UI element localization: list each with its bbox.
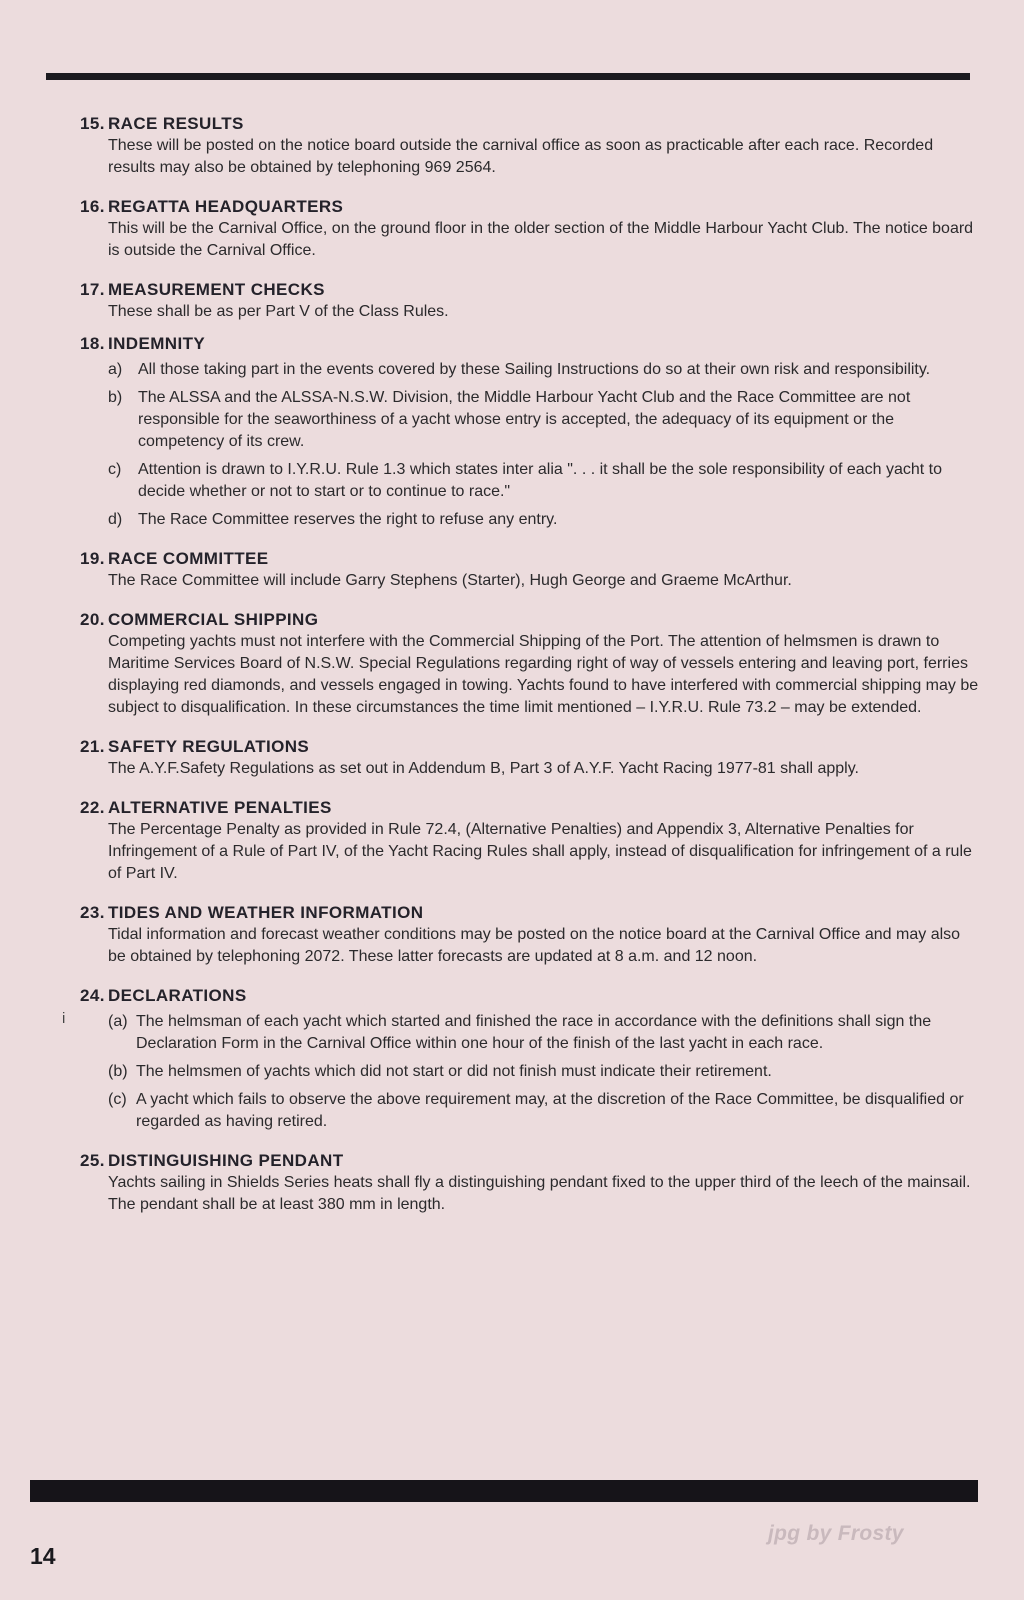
section-heading: 25. DISTINGUISHING PENDANT [80,1151,344,1170]
list-item: (c) A yacht which fails to observe the above requirement may, at the discretion of the Race Committee, be disqualified or regarded as having retired. [108,1091,964,1130]
section-heading: 23. TIDES AND WEATHER INFORMATION [80,903,424,922]
list-item: a) All those taking part in the events covered by these Sailing Instructions do so at their own risk and responsibility. [108,361,931,378]
section-tides-weather [80,902,980,968]
section-text: Tidal information and forecast weather conditions may be posted on the notice board at the Carnival Office and may also be obtained by telephoning 2072. These latter forecasts are updated at 8 a.m. and 12 noon. [108,926,961,965]
declarations-list [108,1011,980,1133]
section-text: The Percentage Penalty as provided in Rule 72.4, (Alternative Penalties) and Appendix 3, Alternative Penalties for Infringement of a Rule of Part IV, of the Yacht Racing Rules shall apply, instead of disqualification for infringement of a rule of Part IV. [108,821,972,882]
bottom-rule [30,1480,978,1502]
document-body [80,113,980,1233]
section-text: This will be the Carnival Office, on the ground floor in the older section of the Middle Harbour Yacht Club. The notice board is outside the Carnival Office. [108,220,974,259]
list-item: b) The ALSSA and the ALSSA-N.S.W. Division, the Middle Harbour Yacht Club and the Race Committee are not responsible for the seaworthiness of a yacht whose entry is accepted, the adequacy of its equipment or the competency of its crew. [108,389,911,450]
indemnity-list [108,359,980,531]
section-heading: 24. DECLARATIONS [80,986,247,1005]
section-heading: 19. RACE COMMITTEE [80,549,269,568]
section-race-results [80,113,980,179]
section-heading: 15. RACE RESULTS [80,114,244,133]
section-alternative-penalties [80,797,980,885]
section-commercial-shipping [80,609,980,719]
section-heading: 18. INDEMNITY [80,334,206,353]
section-text: Competing yachts must not interfere with the Commercial Shipping of the Port. The attention of helmsmen is drawn to Maritime Services Board of N.S.W. Special Regulations regarding right of way of vessels entering and leaving port, ferries displaying red diamonds, and vessels engaged in towing. Yachts found to have interfered with commercial shipping may be subject to disqualification. In these circumstances the time limit mentioned – I.Y.R.U. Rule 73.2 – may be extended. [108,633,979,716]
section-heading: 22. ALTERNATIVE PENALTIES [80,798,332,817]
section-indemnity [80,333,980,531]
watermark: jpg by Frosty [768,1522,904,1545]
section-distinguishing-pendant [80,1150,980,1216]
list-item: (a) The helmsman of each yacht which started and finished the race in accordance with the definitions shall sign the Declaration Form in the Carnival Office within one hour of the finish of the last yacht in each race. [108,1013,932,1052]
section-declarations [80,985,980,1133]
section-heading: 20. COMMERCIAL SHIPPING [80,610,319,629]
section-text: The Race Committee will include Garry Stephens (Starter), Hugh George and Graeme McArthur. [108,572,792,589]
list-item: d) The Race Committee reserves the right to refuse any entry. [108,511,558,528]
section-heading: 16. REGATTA HEADQUARTERS [80,197,344,216]
section-measurement-checks [80,279,980,323]
margin-mark: i [62,1010,66,1027]
section-text: These shall be as per Part V of the Class Rules. [108,303,449,320]
section-regatta-headquarters [80,196,980,262]
section-text: These will be posted on the notice board outside the carnival office as soon as practicable after each race. Recorded results may also be obtained by telephoning 969 2564. [108,137,934,176]
section-safety-regulations [80,736,980,780]
section-race-committee [80,548,980,592]
list-item: (b) The helmsmen of yachts which did not start or did not finish must indicate their retirement. [108,1063,772,1080]
page-number: 14 [30,1543,56,1569]
section-text: Yachts sailing in Shields Series heats shall fly a distinguishing pendant fixed to the upper third of the leech of the mainsail. The pendant shall be at least 380 mm in length. [108,1174,971,1213]
section-heading: 17. MEASUREMENT CHECKS [80,280,325,299]
section-heading: 21. SAFETY REGULATIONS [80,737,310,756]
top-rule [46,73,970,80]
section-text: The A.Y.F.Safety Regulations as set out in Addendum B, Part 3 of A.Y.F. Yacht Racing 1977-81 shall apply. [108,760,859,777]
list-item: c) Attention is drawn to I.Y.R.U. Rule 1.3 which states inter alia ". . . it shall be the sole responsibility of each yacht to decide whether or not to start or to continue to race." [108,461,943,500]
